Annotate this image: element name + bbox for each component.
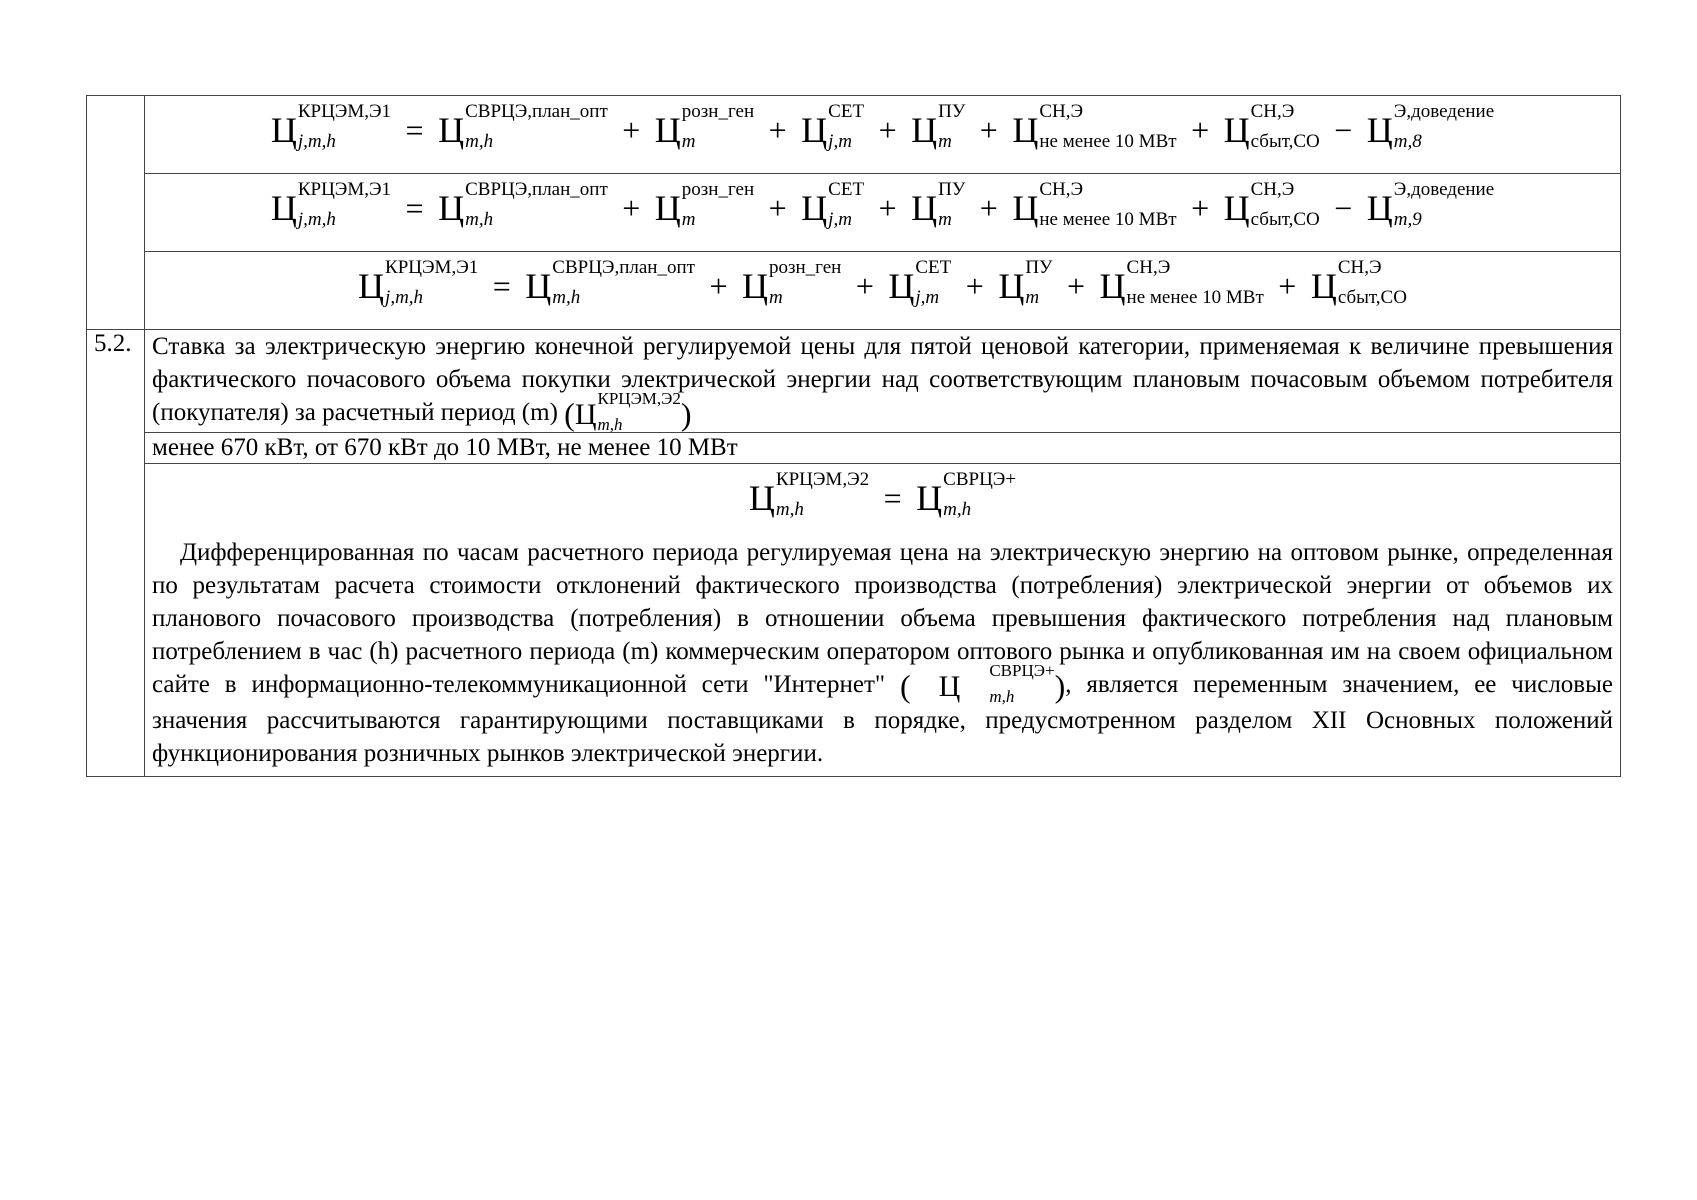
description-paragraph bbox=[152, 536, 1613, 776]
plus-sign: + bbox=[768, 111, 787, 148]
term-base: Ц bbox=[654, 187, 681, 228]
formula-1 bbox=[145, 96, 1621, 174]
sup: СВРЦЭ,план_опт bbox=[552, 257, 695, 278]
tariff-table bbox=[86, 95, 1621, 777]
sub: m,8 bbox=[1393, 130, 1422, 152]
sub: m bbox=[938, 208, 952, 230]
sup: Э,доведение bbox=[1393, 101, 1495, 122]
sup: СВРЦЭ+ bbox=[943, 469, 1017, 491]
term-base: Ц bbox=[1223, 187, 1250, 228]
sup: КРЦЭМ,Э2 bbox=[775, 469, 870, 491]
sub: сбыт,СО bbox=[1337, 286, 1407, 308]
term-base: Ц bbox=[748, 478, 775, 519]
term-base: Ц bbox=[1366, 109, 1393, 150]
plus-sign: + bbox=[1191, 189, 1210, 226]
sub: m,h bbox=[989, 687, 1015, 707]
categories-row bbox=[87, 433, 1621, 464]
eq-sign: = bbox=[405, 189, 424, 226]
formula-row-1 bbox=[87, 96, 1621, 174]
sub: m,h bbox=[597, 415, 623, 435]
term-base: Ц bbox=[742, 265, 768, 306]
sup: СН,Э bbox=[1337, 257, 1382, 278]
sup: розн_ген bbox=[681, 101, 755, 122]
term-base: Ц bbox=[801, 187, 828, 228]
sub: j,m bbox=[828, 130, 852, 152]
sup: СВРЦЭ,план_опт bbox=[465, 179, 608, 200]
plus-sign: + bbox=[979, 189, 998, 226]
paren-close: ) bbox=[680, 395, 692, 432]
section-title bbox=[145, 330, 1621, 433]
sup: СН,Э bbox=[1250, 101, 1295, 122]
sub: m,h bbox=[465, 208, 494, 230]
eq-sign: = bbox=[883, 480, 902, 517]
term-base: Ц bbox=[911, 187, 938, 228]
sup: СВРЦЭ,план_опт bbox=[465, 101, 608, 122]
plus-sign: + bbox=[1067, 267, 1086, 304]
sup: СВРЦЭ+ bbox=[989, 661, 1055, 681]
sup: СЕТ bbox=[828, 179, 865, 200]
term-base: Ц bbox=[270, 187, 297, 228]
sub: m,h bbox=[465, 130, 494, 152]
sub: m bbox=[1025, 286, 1040, 308]
sup: ПУ bbox=[938, 101, 966, 122]
sub: j,m,h bbox=[297, 130, 336, 152]
sub: не менее 10 МВт bbox=[1039, 208, 1177, 230]
description-cell bbox=[145, 464, 1621, 777]
term-base: Ц bbox=[1099, 265, 1126, 306]
inline-formula-e2 bbox=[564, 389, 692, 435]
sub: m bbox=[681, 208, 696, 230]
section-title-row bbox=[87, 330, 1621, 433]
formula-row-2 bbox=[87, 174, 1621, 252]
plus-sign: + bbox=[878, 111, 897, 148]
term-base: Ц bbox=[1012, 187, 1039, 228]
sub: m bbox=[681, 130, 696, 152]
term-base: Ц bbox=[358, 265, 385, 306]
sup: Э,доведение bbox=[1393, 179, 1495, 200]
term-base: Ц bbox=[888, 265, 915, 306]
plus-sign: + bbox=[622, 111, 641, 148]
sup: КРЦЭМ,Э2 bbox=[597, 389, 681, 409]
sub: m bbox=[769, 286, 783, 308]
section-title-text: Ставка за электрическую энергию конечной регулируемой цены для пятой ценовой категории, применяемая к величине превышения фактического почасового объема покупки электрической энергии над соответствующим плановым почасовым объемом потребителя (покупателя) за расчетный период (m) bbox=[152, 333, 1613, 426]
sub: m,9 bbox=[1393, 208, 1422, 230]
term-base: Ц bbox=[574, 397, 597, 431]
term-base: Ц bbox=[911, 109, 938, 150]
sup: СН,Э bbox=[1126, 257, 1171, 278]
sup: КРЦЭМ,Э1 bbox=[297, 101, 392, 122]
formula-2 bbox=[145, 174, 1621, 252]
sup: розн_ген bbox=[681, 179, 755, 200]
sub: m,h bbox=[775, 499, 804, 521]
sup: СН,Э bbox=[1039, 179, 1084, 200]
term-base: Ц bbox=[270, 109, 297, 150]
sub: m bbox=[938, 130, 952, 152]
sub: m,h bbox=[943, 499, 972, 521]
sub: j,m bbox=[915, 286, 940, 308]
term-base: Ц bbox=[1012, 109, 1039, 150]
sub: сбыт,СО bbox=[1250, 130, 1320, 152]
sup: СЕТ bbox=[828, 101, 865, 122]
term-base: Ц bbox=[525, 265, 552, 306]
minus-sign: − bbox=[1334, 189, 1353, 226]
description-text-2: , является переменным значением, ее числовые значения рассчитываются гарантирующими поставщиками в порядке, предусмотренном разделом XII Основных положений функционирования розничных рынков электрической энергии. bbox=[152, 670, 1613, 768]
term-base: Ц bbox=[916, 478, 943, 519]
eq-sign: = bbox=[405, 111, 424, 148]
sub: j,m bbox=[828, 208, 852, 230]
term-base: Ц bbox=[801, 109, 828, 150]
sub: не менее 10 МВт bbox=[1039, 130, 1177, 152]
sup: КРЦЭМ,Э1 bbox=[297, 179, 392, 200]
sub: m,h bbox=[552, 286, 581, 308]
eq-sign: = bbox=[492, 267, 511, 304]
term-base: Ц bbox=[1223, 109, 1250, 150]
plus-sign: + bbox=[709, 267, 728, 304]
plus-sign: + bbox=[1191, 111, 1210, 148]
sup: ПУ bbox=[938, 179, 966, 200]
sub: не менее 10 МВт bbox=[1126, 286, 1264, 308]
sup: СЕТ bbox=[915, 257, 952, 278]
formula-row-3 bbox=[87, 252, 1621, 330]
plus-sign: + bbox=[855, 267, 874, 304]
plus-sign: + bbox=[1278, 267, 1297, 304]
term-base: Ц bbox=[1366, 187, 1393, 228]
description-text-1: Дифференцированная по часам расчетного периода регулируемая цена на электрическую энергию на оптовом рынке, определенная по результатам расчета стоимости отклонений фактического производства (потребления) электрической энергии от объемов их планового почасового производства (потребления) в отношении объема превышения фактического потребления над плановым потреблением в час (h) расчетного периода (m) коммерческим оператором оптового рынка и опубликованная им на своем официальном сайте в информационно-телекоммуникационной сети "Интернет" bbox=[152, 538, 1613, 698]
term-base: Ц bbox=[438, 109, 465, 150]
sup: СН,Э bbox=[1039, 101, 1084, 122]
categories-text: менее 670 кВт, от 670 кВт до 10 МВт, не менее 10 МВт bbox=[145, 433, 1621, 464]
section-number: 5.2. bbox=[87, 330, 145, 777]
paren-close: ) bbox=[1054, 667, 1066, 704]
term-base: Ц bbox=[938, 669, 961, 703]
paren-open: ( bbox=[564, 395, 575, 432]
plus-sign: + bbox=[979, 111, 998, 148]
plus-sign: + bbox=[878, 189, 897, 226]
sup: КРЦЭМ,Э1 bbox=[385, 257, 479, 278]
plus-sign: + bbox=[965, 267, 984, 304]
term-base: Ц bbox=[998, 265, 1025, 306]
minus-sign: − bbox=[1334, 111, 1353, 148]
sub: сбыт,СО bbox=[1250, 208, 1320, 230]
description-row bbox=[87, 464, 1621, 777]
number-cell-empty bbox=[87, 96, 145, 330]
plus-sign: + bbox=[768, 189, 787, 226]
inline-formula-svrc bbox=[900, 661, 1066, 707]
term-base: Ц bbox=[438, 187, 465, 228]
plus-sign: + bbox=[622, 189, 641, 226]
sub: j,m,h bbox=[297, 208, 336, 230]
sup: ПУ bbox=[1025, 257, 1053, 278]
formula-e2 bbox=[152, 464, 1613, 521]
formula-3 bbox=[145, 252, 1621, 330]
paren-open: ( bbox=[900, 667, 911, 704]
sup: СН,Э bbox=[1250, 179, 1295, 200]
term-base: Ц bbox=[654, 109, 681, 150]
sub: j,m,h bbox=[385, 286, 424, 308]
sup: розн_ген bbox=[769, 257, 842, 278]
term-base: Ц bbox=[1310, 265, 1337, 306]
